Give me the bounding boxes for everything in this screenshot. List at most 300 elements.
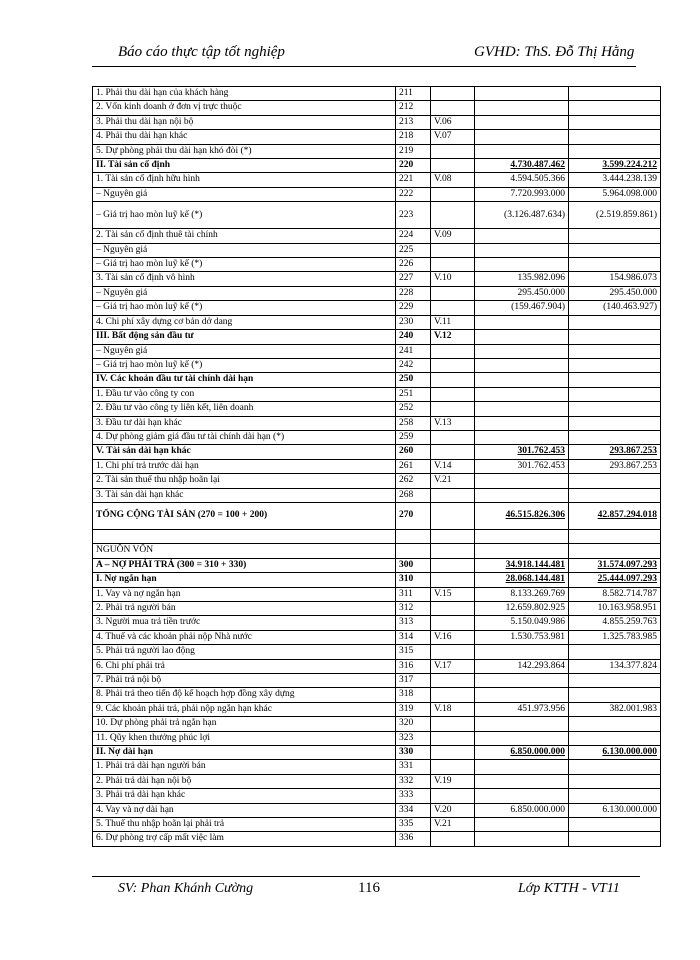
row-label: – Nguyên giá (93, 187, 396, 201)
page-number: 116 (358, 880, 380, 896)
table-row (93, 616, 661, 630)
table-row (93, 746, 661, 760)
row-previous-value (569, 258, 661, 272)
row-label: 3. Phải thu dài hạn nội bộ (93, 115, 396, 129)
table-row (93, 115, 661, 129)
table-row (93, 573, 661, 587)
table-row (93, 229, 661, 243)
row-code: 310 (396, 573, 431, 587)
row-note: V.07 (431, 130, 475, 144)
table-row (93, 760, 661, 774)
row-code: 219 (396, 144, 431, 158)
row-label: III. Bất động sản đầu tư (93, 330, 396, 344)
row-previous-value (569, 544, 661, 558)
table-row (93, 344, 661, 358)
row-label: 2. Phải trả dài hạn nội bộ (93, 774, 396, 788)
row-current-value (475, 330, 569, 344)
row-previous-value (569, 529, 661, 543)
row-label: IV. Các khoản đầu tư tài chính dài hạn (93, 373, 396, 387)
row-note (431, 731, 475, 745)
row-note (431, 301, 475, 315)
row-previous-value: 42.857.294.018 (569, 502, 661, 529)
row-previous-value: 3.599.224.212 (569, 159, 661, 173)
row-note (431, 832, 475, 846)
table-row (93, 587, 661, 601)
row-current-value: 6.850.000.000 (475, 803, 569, 817)
table-row (93, 315, 661, 329)
row-code: 270 (396, 502, 431, 529)
table-row (93, 358, 661, 372)
row-label: 6. Chi phí phải trả (93, 659, 396, 673)
row-previous-value (569, 402, 661, 416)
table-row (93, 818, 661, 832)
row-note (431, 746, 475, 760)
row-current-value (475, 674, 569, 688)
row-note (431, 488, 475, 502)
row-note (431, 243, 475, 257)
row-code: 230 (396, 315, 431, 329)
row-label: – Giá trị hao mòn luỹ kế (*) (93, 301, 396, 315)
row-label: 8. Phải trả theo tiến độ kế hoạch hợp đồng xây dựng (93, 688, 396, 702)
row-current-value (475, 645, 569, 659)
row-label: – Nguyên giá (93, 286, 396, 300)
row-code: 228 (396, 286, 431, 300)
row-note (431, 674, 475, 688)
row-note (431, 573, 475, 587)
row-label: 5. Thuế thu nhập hoãn lại phải trả (93, 818, 396, 832)
row-current-value (475, 144, 569, 158)
row-previous-value (569, 789, 661, 803)
row-label: II. Tài sản cố định (93, 159, 396, 173)
row-label: 6. Dự phòng trợ cấp mất việc làm (93, 832, 396, 846)
row-note: V.17 (431, 659, 475, 673)
row-code: 311 (396, 587, 431, 601)
row-current-value: 46.515.826.306 (475, 502, 569, 529)
table-row (93, 286, 661, 300)
row-code: 334 (396, 803, 431, 817)
table-row (93, 645, 661, 659)
row-code: 313 (396, 616, 431, 630)
row-label: 10. Dự phòng phải trả ngắn hạn (93, 717, 396, 731)
table-row (93, 258, 661, 272)
row-current-value: (159.467.904) (475, 301, 569, 315)
row-previous-value (569, 488, 661, 502)
row-note (431, 717, 475, 731)
row-label: 4. Thuế và các khoản phải nộp Nhà nước (93, 630, 396, 644)
row-label: 4. Chi phí xây dựng cơ bản dở dang (93, 315, 396, 329)
row-current-value: 34.918.144.481 (475, 558, 569, 572)
row-previous-value: 31.574.097.293 (569, 558, 661, 572)
row-previous-value: (140.463.927) (569, 301, 661, 315)
row-code: 331 (396, 760, 431, 774)
footer-divider (92, 876, 640, 877)
row-note (431, 159, 475, 173)
row-code: 229 (396, 301, 431, 315)
row-code: 226 (396, 258, 431, 272)
row-note (431, 544, 475, 558)
row-label: 5. Phải trả người lao động (93, 645, 396, 659)
row-previous-value (569, 674, 661, 688)
row-current-value: 295.450.000 (475, 286, 569, 300)
row-code: 225 (396, 243, 431, 257)
row-note (431, 101, 475, 115)
table-row (93, 717, 661, 731)
row-previous-value: 293.867.253 (569, 445, 661, 459)
row-label: 11. Qũy khen thưởng phúc lợi (93, 731, 396, 745)
row-previous-value (569, 315, 661, 329)
row-code: 251 (396, 387, 431, 401)
row-note: V.12 (431, 330, 475, 344)
table-row (93, 659, 661, 673)
row-current-value (475, 688, 569, 702)
row-label: 1. Chi phí trả trước dài hạn (93, 459, 396, 473)
row-code: 319 (396, 702, 431, 716)
row-previous-value (569, 416, 661, 430)
row-previous-value (569, 387, 661, 401)
row-current-value (475, 474, 569, 488)
row-label: 3. Phải trả dài hạn khác (93, 789, 396, 803)
row-current-value: 7.720.993.000 (475, 187, 569, 201)
row-note (431, 760, 475, 774)
table-row (93, 330, 661, 344)
row-current-value (475, 315, 569, 329)
row-previous-value: 8.582.714.787 (569, 587, 661, 601)
row-code: 224 (396, 229, 431, 243)
row-previous-value (569, 144, 661, 158)
row-previous-value: (2.519.859.861) (569, 202, 661, 229)
row-code: 221 (396, 173, 431, 187)
row-previous-value (569, 373, 661, 387)
row-label: 5. Dự phòng phải thu dài hạn khó đòi (*) (93, 144, 396, 158)
row-current-value (475, 87, 569, 101)
row-note: V.18 (431, 702, 475, 716)
student-name: SV: Phan Khánh Cường (118, 881, 254, 896)
row-current-value (475, 229, 569, 243)
row-note: V.06 (431, 115, 475, 129)
row-previous-value: 154.986.073 (569, 272, 661, 286)
row-previous-value: 3.444.238.139 (569, 173, 661, 187)
class-label: Lớp KTTH - VT11 (518, 881, 620, 896)
row-previous-value (569, 774, 661, 788)
row-note: V.14 (431, 459, 475, 473)
row-current-value (475, 358, 569, 372)
row-code: 227 (396, 272, 431, 286)
row-note (431, 87, 475, 101)
row-label: – Giá trị hao mòn luỹ kế (*) (93, 258, 396, 272)
row-code: 262 (396, 474, 431, 488)
row-note: V.21 (431, 818, 475, 832)
row-note (431, 601, 475, 615)
row-note (431, 202, 475, 229)
row-label: 2. Vốn kinh doanh ở đơn vị trực thuộc (93, 101, 396, 115)
balance-sheet-body (93, 87, 661, 847)
row-current-value (475, 101, 569, 115)
row-label: 4. Dự phòng giảm giá đầu tư tài chính dài hạn (*) (93, 430, 396, 444)
row-note (431, 558, 475, 572)
row-code: 333 (396, 789, 431, 803)
row-code: 317 (396, 674, 431, 688)
row-previous-value: 293.867.253 (569, 459, 661, 473)
table-row (93, 529, 661, 543)
row-code: 316 (396, 659, 431, 673)
row-label: 9. Các khoản phải trả, phải nộp ngắn hạn khác (93, 702, 396, 716)
row-current-value: 12.659.802.925 (475, 601, 569, 615)
row-previous-value (569, 101, 661, 115)
balance-sheet-table (92, 86, 661, 847)
row-note (431, 789, 475, 803)
row-current-value (475, 529, 569, 543)
table-row (93, 430, 661, 444)
table-row (93, 488, 661, 502)
row-previous-value: 4.855.259.763 (569, 616, 661, 630)
row-code: 242 (396, 358, 431, 372)
row-note: V.19 (431, 774, 475, 788)
row-code: 222 (396, 187, 431, 201)
row-current-value (475, 832, 569, 846)
table-row (93, 789, 661, 803)
row-current-value (475, 760, 569, 774)
row-label (93, 529, 396, 543)
row-label: – Giá trị hao mòn luỹ kế (*) (93, 202, 396, 229)
row-code: 211 (396, 87, 431, 101)
table-row (93, 774, 661, 788)
row-code: 314 (396, 630, 431, 644)
row-previous-value (569, 87, 661, 101)
row-previous-value: 10.163.958.951 (569, 601, 661, 615)
table-row (93, 544, 661, 558)
row-code: 250 (396, 373, 431, 387)
row-note (431, 358, 475, 372)
table-row (93, 87, 661, 101)
header-divider (92, 66, 636, 67)
row-code: 268 (396, 488, 431, 502)
row-previous-value (569, 731, 661, 745)
table-row (93, 101, 661, 115)
row-label: 1. Tài sản cố định hữu hình (93, 173, 396, 187)
row-code: 218 (396, 130, 431, 144)
row-previous-value (569, 243, 661, 257)
row-note (431, 645, 475, 659)
row-code: 320 (396, 717, 431, 731)
table-row (93, 187, 661, 201)
supervisor-label: GVHD: ThS. Đỗ Thị Hằng (474, 44, 635, 60)
row-label: 1. Vay và nợ ngắn hạn (93, 587, 396, 601)
row-code: 332 (396, 774, 431, 788)
row-previous-value (569, 430, 661, 444)
row-previous-value: 25.444.097.293 (569, 573, 661, 587)
row-label: 3. Đầu tư dài hạn khác (93, 416, 396, 430)
table-row (93, 243, 661, 257)
row-note (431, 286, 475, 300)
row-previous-value (569, 330, 661, 344)
row-note (431, 387, 475, 401)
row-previous-value (569, 229, 661, 243)
row-previous-value (569, 474, 661, 488)
row-label: – Nguyên giá (93, 243, 396, 257)
row-note (431, 258, 475, 272)
row-code: 335 (396, 818, 431, 832)
table-row (93, 674, 661, 688)
table-row (93, 731, 661, 745)
row-current-value (475, 243, 569, 257)
row-note (431, 529, 475, 543)
table-row (93, 803, 661, 817)
row-code: 336 (396, 832, 431, 846)
table-row (93, 301, 661, 315)
row-current-value (475, 789, 569, 803)
row-current-value: 1.530.753.981 (475, 630, 569, 644)
row-note: V.11 (431, 315, 475, 329)
row-label: 7. Phải trả nội bộ (93, 674, 396, 688)
table-row (93, 702, 661, 716)
row-code: 220 (396, 159, 431, 173)
table-row (93, 144, 661, 158)
row-current-value: 142.293.864 (475, 659, 569, 673)
table-row (93, 832, 661, 846)
row-current-value (475, 344, 569, 358)
row-label: II. Nợ dài hạn (93, 746, 396, 760)
row-code: 315 (396, 645, 431, 659)
table-row (93, 272, 661, 286)
report-title: Báo cáo thực tập tốt nghiệp (118, 44, 285, 60)
row-code (396, 544, 431, 558)
row-label: 1. Đầu tư vào công ty con (93, 387, 396, 401)
row-current-value (475, 402, 569, 416)
table-row (93, 130, 661, 144)
table-row (93, 601, 661, 615)
row-note: V.08 (431, 173, 475, 187)
row-code: 213 (396, 115, 431, 129)
row-code: 300 (396, 558, 431, 572)
row-note (431, 144, 475, 158)
row-note: V.15 (431, 587, 475, 601)
row-previous-value (569, 645, 661, 659)
row-previous-value: 295.450.000 (569, 286, 661, 300)
table-row (93, 373, 661, 387)
row-previous-value (569, 760, 661, 774)
table-row (93, 558, 661, 572)
table-row (93, 387, 661, 401)
row-note: V.20 (431, 803, 475, 817)
row-previous-value: 1.325.783.985 (569, 630, 661, 644)
row-note (431, 373, 475, 387)
row-current-value (475, 818, 569, 832)
row-current-value (475, 130, 569, 144)
table-row (93, 474, 661, 488)
row-label: – Giá trị hao mòn luỹ kế (*) (93, 358, 396, 372)
row-current-value (475, 717, 569, 731)
row-note (431, 445, 475, 459)
row-label: 1. Phải trả dài hạn người bán (93, 760, 396, 774)
table-row (93, 416, 661, 430)
row-code (396, 529, 431, 543)
row-note: V.21 (431, 474, 475, 488)
row-note (431, 344, 475, 358)
row-code: 323 (396, 731, 431, 745)
row-current-value: 135.982.096 (475, 272, 569, 286)
row-current-value: 5.150.049.986 (475, 616, 569, 630)
row-note (431, 616, 475, 630)
row-current-value (475, 373, 569, 387)
row-label: 2. Tài sản cố định thuê tài chính (93, 229, 396, 243)
row-note (431, 502, 475, 529)
row-current-value (475, 731, 569, 745)
row-current-value: 301.762.453 (475, 445, 569, 459)
row-label: I. Nợ ngắn hạn (93, 573, 396, 587)
row-current-value (475, 774, 569, 788)
row-note (431, 430, 475, 444)
row-label: 3. Người mua trả tiền trước (93, 616, 396, 630)
row-note: V.09 (431, 229, 475, 243)
row-code: 252 (396, 402, 431, 416)
row-current-value: 451.973.956 (475, 702, 569, 716)
row-label: 2. Phải trả người bán (93, 601, 396, 615)
row-label: 1. Phải thu dài hạn của khách hàng (93, 87, 396, 101)
table-row (93, 445, 661, 459)
row-label: V. Tài sản dài hạn khác (93, 445, 396, 459)
table-row (93, 159, 661, 173)
row-label: 4. Phải thu dài hạn khác (93, 130, 396, 144)
table-row (93, 173, 661, 187)
row-previous-value (569, 818, 661, 832)
row-label: NGUỒN VỐN (93, 544, 396, 558)
row-current-value (475, 430, 569, 444)
row-code: 312 (396, 601, 431, 615)
row-label: 3. Tài sản dài hạn khác (93, 488, 396, 502)
row-current-value (475, 488, 569, 502)
row-code: 261 (396, 459, 431, 473)
row-current-value: (3.126.487.634) (475, 202, 569, 229)
row-current-value (475, 544, 569, 558)
row-note: V.13 (431, 416, 475, 430)
row-previous-value (569, 344, 661, 358)
row-previous-value (569, 130, 661, 144)
row-note (431, 688, 475, 702)
row-current-value: 8.133.269.769 (475, 587, 569, 601)
row-current-value: 4.594.505.366 (475, 173, 569, 187)
row-current-value (475, 387, 569, 401)
row-previous-value: 134.377.824 (569, 659, 661, 673)
row-previous-value: 382.001.983 (569, 702, 661, 716)
row-code: 318 (396, 688, 431, 702)
row-current-value: 28.068.144.481 (475, 573, 569, 587)
row-label: TỔNG CỘNG TÀI SẢN (270 = 100 + 200) (93, 502, 396, 529)
row-previous-value: 6.130.000.000 (569, 803, 661, 817)
row-note (431, 402, 475, 416)
row-label: – Nguyên giá (93, 344, 396, 358)
row-code: 212 (396, 101, 431, 115)
row-current-value (475, 115, 569, 129)
row-current-value: 4.730.487.462 (475, 159, 569, 173)
row-current-value (475, 416, 569, 430)
table-row (93, 202, 661, 229)
table-row (93, 459, 661, 473)
row-previous-value (569, 688, 661, 702)
row-previous-value (569, 358, 661, 372)
row-label: A – NỢ PHẢI TRẢ (300 = 310 + 330) (93, 558, 396, 572)
table-row (93, 502, 661, 529)
row-note (431, 187, 475, 201)
row-previous-value (569, 832, 661, 846)
row-code: 330 (396, 746, 431, 760)
row-note: V.16 (431, 630, 475, 644)
table-row (93, 402, 661, 416)
row-code: 258 (396, 416, 431, 430)
row-previous-value: 5.964.098.000 (569, 187, 661, 201)
row-code: 240 (396, 330, 431, 344)
row-note: V.10 (431, 272, 475, 286)
row-current-value: 301.762.453 (475, 459, 569, 473)
